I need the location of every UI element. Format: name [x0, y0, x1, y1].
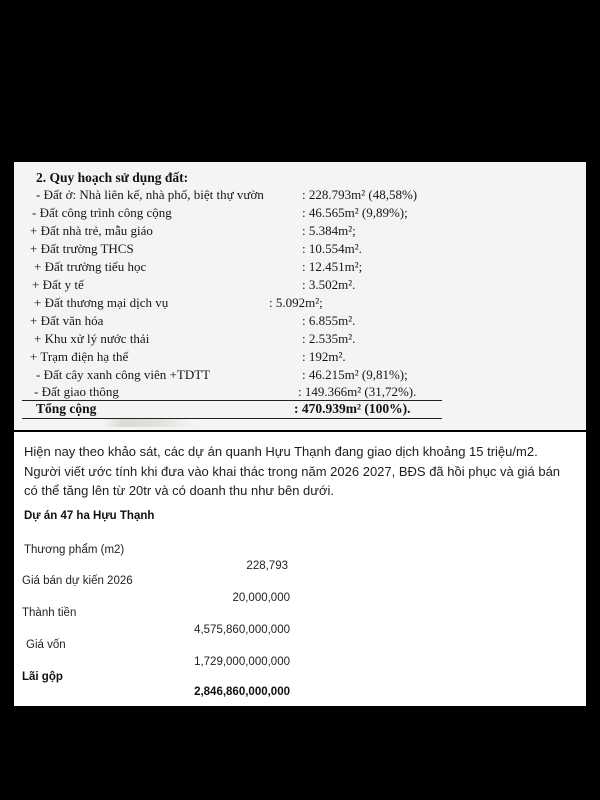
land-use-label: + Đất trường tiểu học	[34, 259, 147, 274]
field-label: Lãi gộp	[22, 671, 63, 683]
land-use-row	[14, 241, 586, 257]
land-use-label: + Đất thương mại dịch vụ	[34, 295, 169, 310]
field-value: 20,000,000	[232, 592, 290, 604]
land-use-label: - Đất giao thông	[34, 384, 119, 399]
land-use-row	[14, 295, 586, 311]
land-use-title: 2. Quy hoạch sử dụng đất:	[36, 170, 189, 185]
land-use-row	[14, 223, 586, 239]
land-use-row	[14, 331, 586, 347]
land-use-label: + Đất trường THCS	[30, 241, 134, 256]
land-use-value: : 2.535m².	[302, 331, 356, 346]
land-use-row	[14, 384, 586, 400]
land-use-row	[14, 313, 586, 329]
land-use-value: : 3.502m².	[302, 277, 356, 292]
land-use-label: + Đất văn hóa	[30, 313, 104, 328]
total-value: : 470.939m² (100%).	[294, 401, 411, 416]
field-label: Giá bán dự kiến 2026	[22, 575, 133, 587]
land-use-row	[14, 259, 586, 275]
project-title: Dự án 47 ha Hựu Thạnh	[24, 510, 155, 522]
land-use-value: : 46.565m² (9,89%);	[302, 205, 408, 220]
market-note: Hiện nay theo khảo sát, các dự án quanh Hựu Thạnh đang giao dịch khoảng 15 triệu/m2. Người viết ước tính khi đưa vào khai thác trong năm 2026 2027, BĐS đã hồi phục và giá bán có thể tăng lên từ 20tr và có doanh thu như bên dưới.	[24, 444, 561, 498]
land-use-row	[14, 349, 586, 365]
total-label: Tổng cộng	[36, 401, 97, 416]
field-label: Giá vốn	[26, 639, 66, 651]
field-value: 228,793	[246, 560, 288, 572]
land-use-value: : 5.384m²;	[302, 223, 356, 238]
land-use-row	[14, 277, 586, 293]
land-use-label: + Đất y tế	[32, 277, 84, 292]
land-use-label: + Đất nhà trẻ, mẫu giáo	[30, 223, 153, 238]
scanned-land-use-table	[14, 162, 586, 430]
field-value: 2,846,860,000,000	[194, 686, 290, 698]
land-use-value: : 149.366m² (31,72%).	[298, 384, 417, 399]
land-use-label: - Đất công trình công cộng	[32, 205, 172, 220]
land-use-label: + Khu xử lý nước thải	[34, 331, 150, 346]
land-use-value: : 6.855m².	[302, 313, 356, 328]
land-use-row	[14, 205, 586, 221]
field-label: Thành tiền	[22, 607, 77, 619]
land-use-row	[14, 187, 586, 203]
land-use-value: : 5.092m²;	[269, 295, 323, 310]
land-use-value: : 12.451m²;	[302, 259, 363, 274]
field-label: Thương phẩm (m2)	[24, 544, 125, 556]
land-use-value: : 228.793m² (48,58%)	[302, 187, 418, 202]
field-value: 4,575,860,000,000	[194, 624, 290, 636]
land-use-label: + Trạm điện hạ thế	[30, 349, 129, 364]
land-use-value: : 46.215m² (9,81%);	[302, 367, 408, 382]
land-use-label: - Đất cây xanh công viên +TDTT	[36, 367, 211, 382]
field-value: 1,729,000,000,000	[194, 656, 290, 668]
land-use-value: : 192m².	[302, 349, 346, 364]
scan-smudge	[104, 419, 194, 427]
land-use-label: - Đất ở: Nhà liên kế, nhà phố, biệt thự vườn	[36, 187, 264, 202]
land-use-total-row	[22, 400, 442, 419]
land-use-value: : 10.554m².	[302, 241, 362, 256]
analysis-section	[14, 432, 586, 706]
land-use-row	[14, 367, 586, 383]
